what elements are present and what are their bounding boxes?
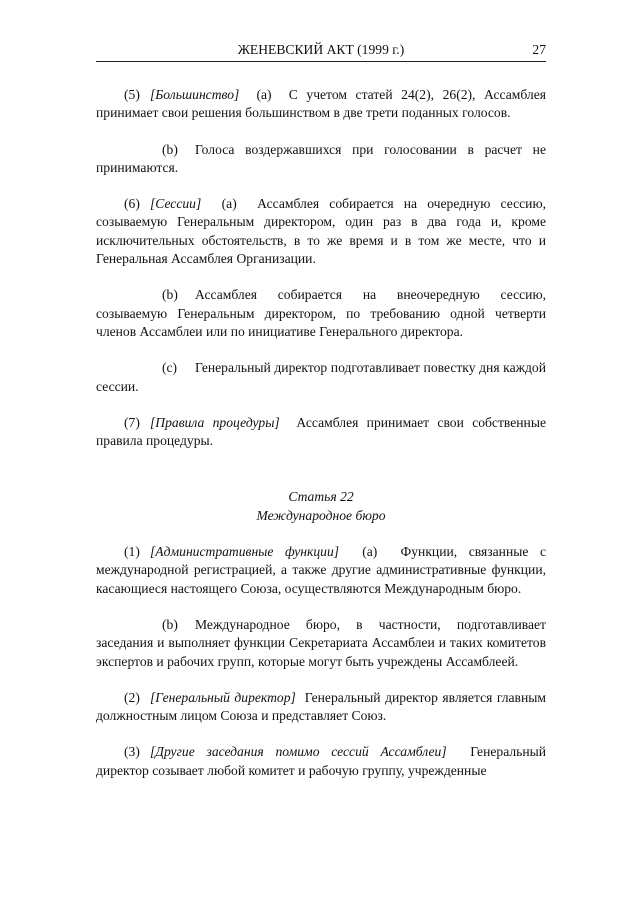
paragraph-text: Генеральный директор созывает любой комитет и рабочую группу, учрежденные: [96, 744, 547, 778]
paragraph-title: [Административные функции]: [150, 544, 340, 560]
article-number: Статья 22: [288, 489, 354, 505]
running-title: ЖЕНЕВСКИЙ АКТ (1999 г.): [237, 42, 405, 57]
paragraph-text: Ассамблея собирается на внеочередную сессию, созываемую Генеральным директором, по требованию одной четверти членов Ассамблеи или по инициативе Генерального директора.: [96, 287, 546, 339]
paragraph-6c: [96, 359, 546, 396]
paragraph-text: Ассамблея принимает свои собственные правила процедуры.: [96, 414, 546, 449]
paragraph-number: (7): [124, 414, 140, 430]
header-rule: [96, 61, 546, 62]
paragraph-6b: [96, 286, 546, 341]
document-body: [96, 86, 546, 780]
paragraph-text: Генеральный директор подготавливает повестку дня каждой сессии.: [96, 360, 546, 394]
paragraph-title: [Генеральный директор]: [150, 689, 296, 705]
paragraph-title: [Большинство]: [150, 87, 240, 102]
article-paragraph-1b: [96, 616, 546, 671]
paragraph-number: (3): [124, 744, 140, 760]
paragraph-number: (1): [124, 544, 140, 560]
paragraph-number: (2): [124, 689, 140, 705]
sub-label: (a): [362, 544, 378, 560]
paragraph-title: [Другие заседания помимо сессий Ассамблеи]: [150, 744, 447, 760]
page-header: [96, 40, 546, 60]
sub-label: (c): [162, 360, 178, 376]
page-number: 27: [532, 42, 546, 57]
paragraph-text: Международное бюро, в частности, подготавливает заседания и выполняет функции Секретариата Ассамблеи и таких комитетов экспертов и рабочих групп, которые могут быть учреждены Ассамблеей.: [96, 616, 546, 669]
paragraph-5a: [96, 86, 546, 123]
article-paragraph-2: [96, 689, 546, 726]
article-paragraph-1a: [96, 543, 546, 598]
sub-label: (a): [221, 196, 237, 212]
paragraph-number: (5): [124, 87, 140, 102]
paragraph-number: (6): [124, 196, 140, 212]
paragraph-text: Генеральный директор является главным должностным лицом Союза и представляет Союз.: [96, 689, 546, 724]
paragraph-text: Голоса воздержавшихся при голосовании в расчет не принимаются.: [96, 141, 546, 175]
paragraph-text: Функции, связанные с международной регистрацией, а также другие административные функции, касающиеся настоящего Союза, осуществляются Международным бюро.: [96, 544, 547, 596]
paragraph-text: С учетом статей 24(2), 26(2), Ассамблея принимает свои решения большинством в две трети поданных голосов.: [96, 87, 547, 121]
sub-label: (b): [162, 141, 178, 157]
sub-label: (b): [162, 287, 178, 303]
sub-label: (b): [162, 616, 178, 632]
article-paragraph-3: [96, 743, 546, 780]
article-title: Международное бюро: [256, 507, 386, 523]
paragraph-7: [96, 414, 546, 451]
sub-label: (a): [256, 87, 272, 102]
paragraph-text: Ассамблея собирается на очередную сессию, созываемую Генеральным директором, один раз в два года и, кроме исключительных обстоятельств, в то же время и в том же месте, что и Генеральная Ассамблея Организации.: [96, 196, 547, 267]
paragraph-6a: [96, 195, 546, 268]
paragraph-title: [Сессии]: [150, 196, 202, 212]
article-heading: [96, 488, 546, 525]
paragraph-title: [Правила процедуры]: [150, 414, 280, 430]
paragraph-5b: [96, 141, 546, 178]
